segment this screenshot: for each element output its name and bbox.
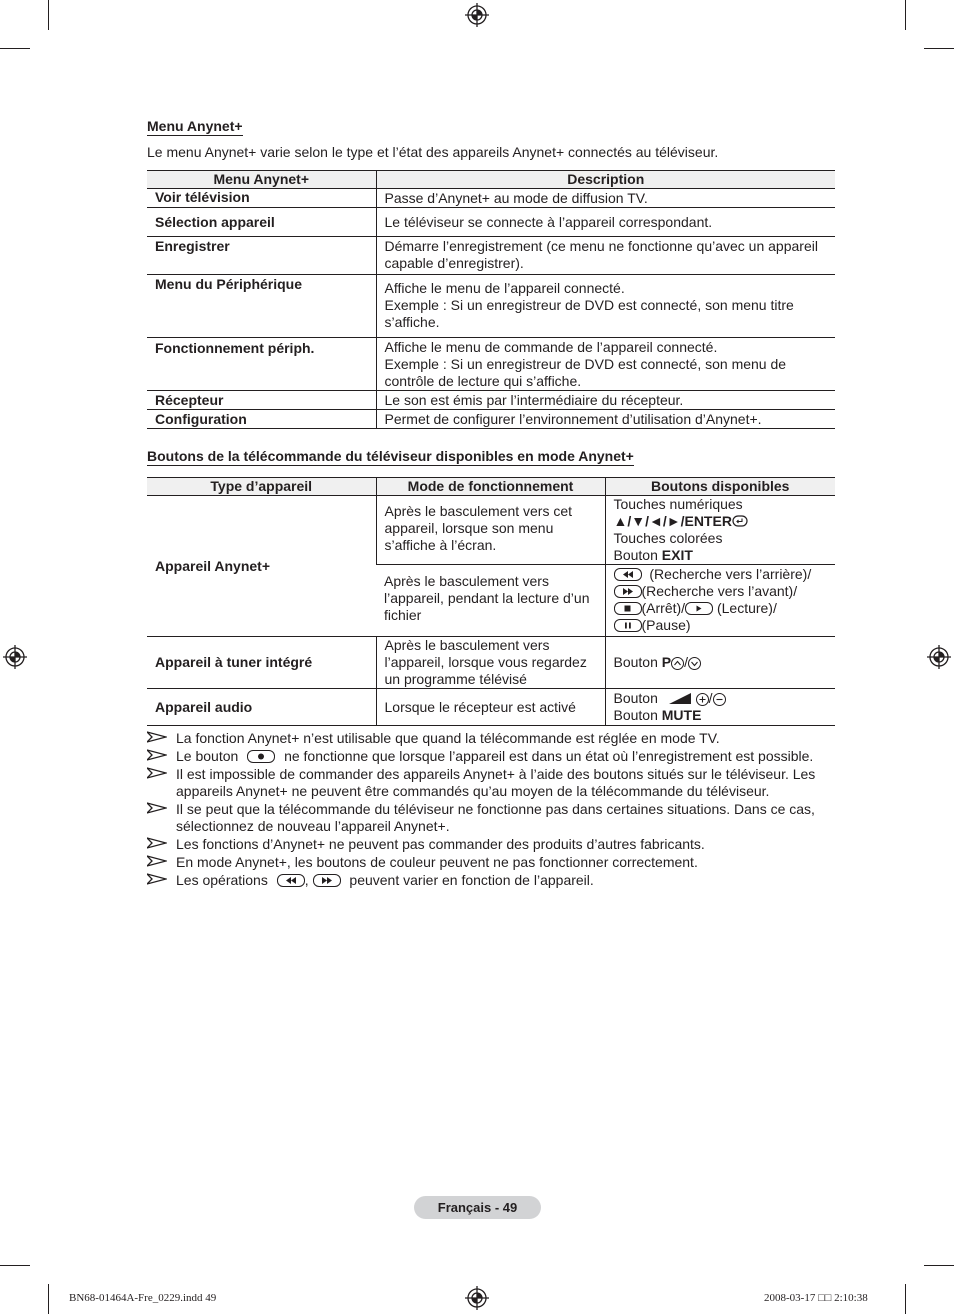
volume-down-icon	[713, 693, 726, 706]
menu-description: Permet de configurer l’environnement d’utilisation d’Anynet+.	[376, 410, 835, 429]
note-text: Les fonctions d’Anynet+ ne peuvent pas commander des produits d’autres fabricants.	[176, 836, 705, 852]
menu-description: Affiche le menu de commande de l’appareil connecté. Exemple : Si un enregistreur de DVD est connecté, son menu de contrôle de lecture qui s’affiche.	[376, 338, 835, 391]
table-row	[147, 189, 835, 208]
note-item	[147, 801, 835, 835]
note-text: Le bouton	[176, 748, 239, 764]
button-line	[614, 566, 828, 583]
table-row	[147, 237, 835, 275]
menu-description: Le téléviseur se connecte à l’appareil correspondant.	[376, 208, 835, 237]
menu-term: Menu du Périphérique	[147, 275, 376, 338]
note-text: Il se peut que la télécommande du téléviseur ne fonctionne pas dans certaines situations. Dans ce cas, sélectionnez de nouveau l’appareil Anynet+.	[176, 801, 815, 834]
table-row	[147, 689, 835, 726]
note-text: Il est impossible de commander des appareils Anynet+ à l’aide des boutons situés sur le téléviseur. Les appareils Anynet+ ne peuvent être commandés qu’au moyen de la télécommande du téléviseur.	[176, 766, 816, 799]
enter-icon	[732, 515, 748, 527]
stop-icon	[614, 602, 642, 615]
button-prefix: Bouton	[613, 690, 658, 706]
button-prefix: Bouton	[613, 654, 662, 670]
mute-key: MUTE	[661, 707, 702, 723]
print-slug-right: 2008-03-17 □□ 2:10:38	[764, 1292, 868, 1304]
fast-forward-icon	[614, 585, 642, 598]
print-slug-left: BN68-01464A-Fre_0229.indd 49	[69, 1292, 217, 1304]
menu-description: Affiche le menu de l’appareil connecté. Exemple : Si un enregistreur de DVD est connecté, son menu titre s’affiche.	[376, 275, 835, 338]
fast-forward-icon	[313, 874, 341, 887]
button-line	[614, 513, 828, 530]
table-row	[147, 275, 835, 338]
table-row	[147, 391, 835, 410]
menu-term: Fonctionnement périph.	[147, 338, 376, 391]
section-heading: Menu Anynet+	[147, 118, 243, 134]
column-header: Menu Anynet+	[147, 171, 376, 189]
menu-anynet-section	[147, 118, 835, 429]
note-item	[147, 766, 835, 800]
rewind-label: (Recherche vers l’arrière)/	[649, 566, 812, 582]
available-buttons: Bouton P /	[605, 637, 835, 689]
section-heading: Boutons de la télécommande du téléviseur disponibles en mode Anynet+	[147, 448, 634, 464]
note-item	[147, 836, 835, 853]
table-row	[147, 496, 835, 565]
device-type: Appareil audio	[147, 689, 376, 726]
exit-key: EXIT	[661, 547, 693, 563]
crop-mark	[924, 48, 954, 49]
button-line	[614, 617, 828, 634]
menu-term: Voir télévision	[147, 189, 376, 208]
crop-mark	[905, 0, 906, 30]
registration-mark-icon	[465, 1286, 489, 1310]
note-arrow-icon	[147, 749, 167, 761]
table-row	[147, 637, 835, 689]
play-icon	[685, 602, 713, 615]
record-icon	[247, 750, 275, 763]
table-header-row	[147, 478, 835, 496]
pause-label: (Pause)	[641, 617, 691, 633]
button-line: Bouton /	[614, 690, 828, 707]
arrow-keys: ▲/▼/◄/►/	[613, 513, 685, 529]
anynet-menu-table	[147, 170, 835, 429]
registration-mark-icon	[465, 3, 489, 27]
channel-key: P	[661, 654, 672, 670]
note-item	[147, 872, 835, 889]
pause-icon	[614, 619, 642, 632]
crop-mark	[0, 1265, 30, 1266]
available-buttons	[605, 496, 835, 565]
button-line	[614, 583, 828, 600]
page-number-badge: Français - 49	[414, 1196, 541, 1219]
fast-forward-label: (Recherche vers l’avant)/	[641, 583, 798, 599]
note-text: Les opérations	[176, 872, 268, 888]
note-text: ,	[304, 872, 309, 888]
crop-mark	[0, 48, 30, 49]
operation-mode: Après le basculement vers l’appareil, lorsque vous regardez un programme télévisé	[376, 637, 605, 689]
available-buttons	[605, 689, 835, 726]
menu-term: Enregistrer	[147, 237, 376, 275]
note-arrow-icon	[147, 855, 167, 867]
button-prefix: Bouton	[613, 547, 662, 563]
rewind-icon	[614, 568, 642, 581]
note-item	[147, 854, 835, 871]
button-line: Touches colorées	[613, 530, 723, 546]
menu-description: Le son est émis par l’intermédiaire du récepteur.	[376, 391, 835, 410]
note-arrow-icon	[147, 837, 167, 849]
crop-mark	[48, 0, 49, 30]
table-row	[147, 410, 835, 429]
menu-term: Récepteur	[147, 391, 376, 410]
table-header-row	[147, 171, 835, 189]
button-line	[614, 547, 828, 564]
enter-key: ENTER	[684, 513, 732, 529]
device-type: Appareil Anynet+	[147, 496, 376, 637]
note-arrow-icon	[147, 873, 167, 885]
operation-mode: Lorsque le récepteur est activé	[376, 689, 605, 726]
crop-mark	[905, 1284, 906, 1314]
note-item	[147, 730, 835, 747]
device-type: Appareil à tuner intégré	[147, 637, 376, 689]
section-intro: Le menu Anynet+ varie selon le type et l’état des appareils Anynet+ connectés au téléviseur.	[147, 144, 719, 160]
column-header: Type d’appareil	[147, 478, 376, 496]
remote-buttons-table	[147, 477, 835, 726]
play-label: (Lecture)/	[716, 600, 777, 616]
volume-up-icon	[696, 693, 709, 706]
button-prefix: Bouton	[613, 707, 662, 723]
operation-mode: Après le basculement vers cet appareil, lorsque son menu s’affiche à l’écran.	[376, 496, 605, 565]
table-row	[147, 208, 835, 237]
note-text: La fonction Anynet+ n’est utilisable que quand la télécommande est réglée en mode TV.	[176, 730, 720, 746]
registration-mark-icon	[3, 645, 27, 669]
available-buttons	[605, 565, 835, 637]
channel-down-icon	[688, 657, 701, 670]
menu-description: Démarre l’enregistrement (ce menu ne fonctionne qu’avec un appareil capable d’enregistrer).	[376, 237, 835, 275]
stop-label: (Arrêt)/	[641, 600, 686, 616]
note-arrow-icon	[147, 767, 167, 779]
registration-mark-icon	[927, 645, 951, 669]
column-header: Mode de fonctionnement	[376, 478, 605, 496]
note-text: peuvent varier en fonction de l’appareil.	[349, 872, 594, 888]
crop-mark	[48, 1284, 49, 1314]
note-text: ne fonctionne que lorsque l’appareil est dans un état où l’enregistrement est possible.	[284, 748, 814, 764]
rewind-icon	[277, 874, 305, 887]
remote-buttons-section	[147, 448, 835, 890]
notes-list	[147, 730, 835, 889]
menu-description: Passe d’Anynet+ au mode de diffusion TV.	[376, 189, 835, 208]
crop-mark	[924, 1265, 954, 1266]
menu-term: Configuration	[147, 410, 376, 429]
note-arrow-icon	[147, 731, 167, 743]
button-line	[614, 600, 828, 617]
table-row	[147, 338, 835, 391]
column-header: Description	[376, 171, 835, 189]
button-line: Touches numériques	[613, 496, 743, 512]
volume-icon	[668, 692, 692, 705]
note-text: En mode Anynet+, les boutons de couleur peuvent ne pas fonctionner correctement.	[176, 854, 698, 870]
column-header: Boutons disponibles	[605, 478, 835, 496]
channel-up-icon	[671, 657, 684, 670]
note-item	[147, 748, 835, 765]
note-arrow-icon	[147, 802, 167, 814]
menu-term: Sélection appareil	[147, 208, 376, 237]
button-line	[614, 707, 828, 724]
operation-mode: Après le basculement vers l’appareil, pendant la lecture d’un fichier	[376, 565, 605, 637]
